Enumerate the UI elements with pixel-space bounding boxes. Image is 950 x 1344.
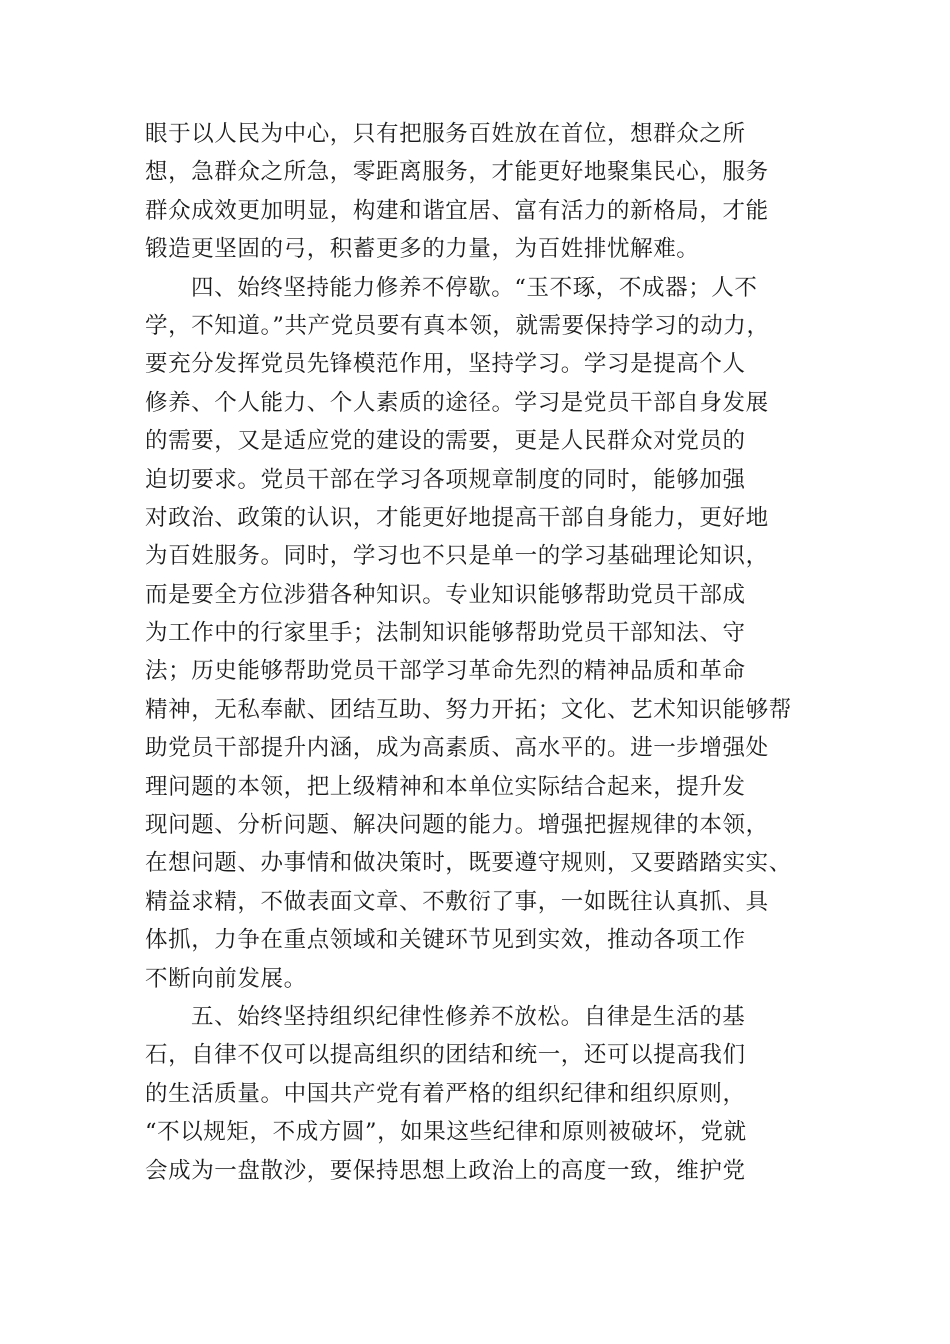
text-line: 群众成效更加明显，构建和谐宜居、富有活力的新格局，才能	[145, 197, 769, 224]
paragraph-5-start: 五、始终坚持组织纪律性修养不放松。自律是生活的基	[191, 1003, 746, 1030]
text-line: 不断向前发展。	[145, 965, 307, 992]
text-line: 在想问题、办事情和做决策时，既要遵守规则，又要踏踏实实、	[145, 850, 792, 877]
text-line: “不以规矩，不成方圆”，如果这些纪律和原则被破坏，党就	[145, 1119, 747, 1146]
text-line: 精益求精，不做表面文章、不敷衍了事，一如既往认真抓、具	[145, 888, 769, 915]
text-line: 眼于以人民为中心，只有把服务百姓放在首位，想群众之所	[145, 121, 746, 147]
text-line: 助党员干部提升内涵，成为高素质、高水平的。进一步增强处	[145, 735, 769, 762]
text-line: 石，自律不仅可以提高组织的团结和统一，还可以提高我们	[145, 1042, 746, 1069]
text-line: 对政治、政策的认识，才能更好地提高干部自身能力，更好地	[145, 504, 769, 531]
text-line: 学，不知道。”共产党员要有真本领，就需要保持学习的动力，	[145, 312, 770, 339]
text-line: 的需要，又是适应党的建设的需要，更是人民群众对党员的	[145, 428, 746, 455]
text-line: 会成为一盘散沙，要保持思想上政治上的高度一致，维护党	[145, 1157, 746, 1184]
text-line: 精神，无私奉献、团结互助、努力开拓；文化、艺术知识能够帮	[145, 696, 792, 723]
text-line: 修养、个人能力、个人素质的途径。学习是党员干部自身发展	[145, 389, 769, 416]
text-line: 法；历史能够帮助党员干部学习革命先烈的精神品质和革命	[145, 658, 746, 685]
text-line: 而是要全方位涉猎各种知识。专业知识能够帮助党员干部成	[145, 581, 746, 608]
text-line: 理问题的本领，把上级精神和本单位实际结合起来，提升发	[145, 773, 746, 800]
text-line: 现问题、分析问题、解决问题的能力。增强把握规律的本领，	[145, 812, 769, 839]
text-line: 想，急群众之所急，零距离服务，才能更好地聚集民心，服务	[145, 159, 769, 186]
paragraph-4-start: 四、始终坚持能力修养不停歇。“玉不琢，不成器；人不	[191, 274, 758, 301]
text-line: 迫切要求。党员干部在学习各项规章制度的同时，能够加强	[145, 466, 746, 493]
text-line: 体抓，力争在重点领域和关键环节见到实效，推动各项工作	[145, 927, 746, 954]
text-line: 锻造更坚固的弓，积蓄更多的力量，为百姓排忧解难。	[145, 236, 700, 263]
text-line: 的生活质量。中国共产党有着严格的组织纪律和组织原则，	[145, 1080, 746, 1107]
text-line: 为工作中的行家里手；法制知识能够帮助党员干部知法、守	[145, 620, 746, 647]
text-line: 要充分发挥党员先锋模范作用，坚持学习。学习是提高个人	[145, 351, 746, 378]
document-body	[145, 115, 805, 1190]
text-line: 为百姓服务。同时，学习也不只是单一的学习基础理论知识，	[145, 543, 769, 570]
